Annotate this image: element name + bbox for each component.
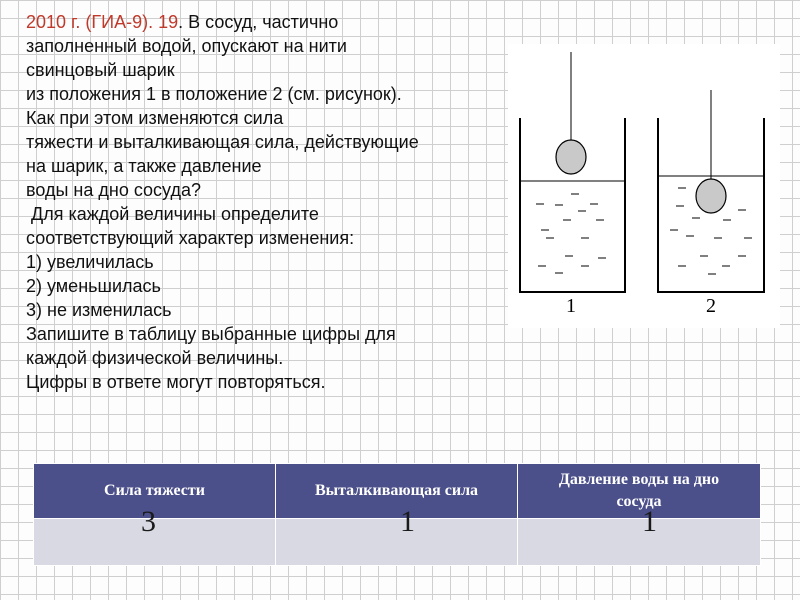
- vessel-figure: [508, 44, 780, 328]
- answer-cell-gravity[interactable]: [34, 505, 276, 566]
- question-line: на шарик, а также давление: [26, 156, 262, 176]
- question-line: из положения 1 в положение 2 (см. рисунок).: [26, 84, 402, 104]
- header-gravity: Сила тяжести: [34, 464, 276, 519]
- question-line: каждой физической величины.: [26, 348, 284, 368]
- header-buoyant-force: Выталкивающая сила: [276, 464, 518, 519]
- vessel-2: [658, 90, 764, 317]
- question-line: Для каждой величины определите: [26, 204, 319, 224]
- answer-bottom-pressure: 1: [642, 505, 657, 538]
- option-decreased: 2) уменьшилась: [26, 276, 161, 296]
- answer-cell-bottom-pressure[interactable]: [518, 505, 761, 566]
- answer-gravity: 3: [141, 505, 156, 538]
- answer-table: [33, 463, 761, 566]
- question-text: [26, 10, 516, 394]
- table-row: [34, 519, 761, 566]
- question-line: свинцовый шарик: [26, 60, 175, 80]
- lead-ball-position-2: [696, 179, 726, 213]
- lead-ball-position-1: [556, 140, 586, 174]
- header-bottom-pressure: Давление воды на дно сосуда: [518, 464, 761, 519]
- answer-cell-buoyant-force[interactable]: [276, 505, 518, 566]
- question-line: тяжести и выталкивающая сила, действующие: [26, 132, 419, 152]
- vessel-1: [520, 52, 625, 317]
- question-line: соответствующий характер изменения:: [26, 228, 355, 248]
- vessel-diagram: [508, 44, 780, 328]
- option-unchanged: 3) не изменилась: [26, 300, 172, 320]
- answer-buoyant-force: 1: [400, 505, 415, 538]
- vessel-1-label: 1: [566, 295, 576, 317]
- task-reference: 2010 г. (ГИА-9). 19: [26, 12, 179, 32]
- question-line-1: [26, 10, 516, 34]
- question-line-1-rest: . В сосуд, частично: [178, 12, 339, 32]
- option-increased: 1) увеличилась: [26, 252, 154, 272]
- question-line: Запишите в таблицу выбранные цифры для: [26, 324, 396, 344]
- question-line: Цифры в ответе могут повторяться.: [26, 372, 326, 392]
- question-line: заполненный водой, опускают на нити: [26, 36, 347, 56]
- question-line: Как при этом изменяются сила: [26, 108, 284, 128]
- vessel-2-label: 2: [706, 295, 716, 317]
- water-dashes-1: [536, 194, 606, 273]
- question-line: воды на дно сосуда?: [26, 180, 201, 200]
